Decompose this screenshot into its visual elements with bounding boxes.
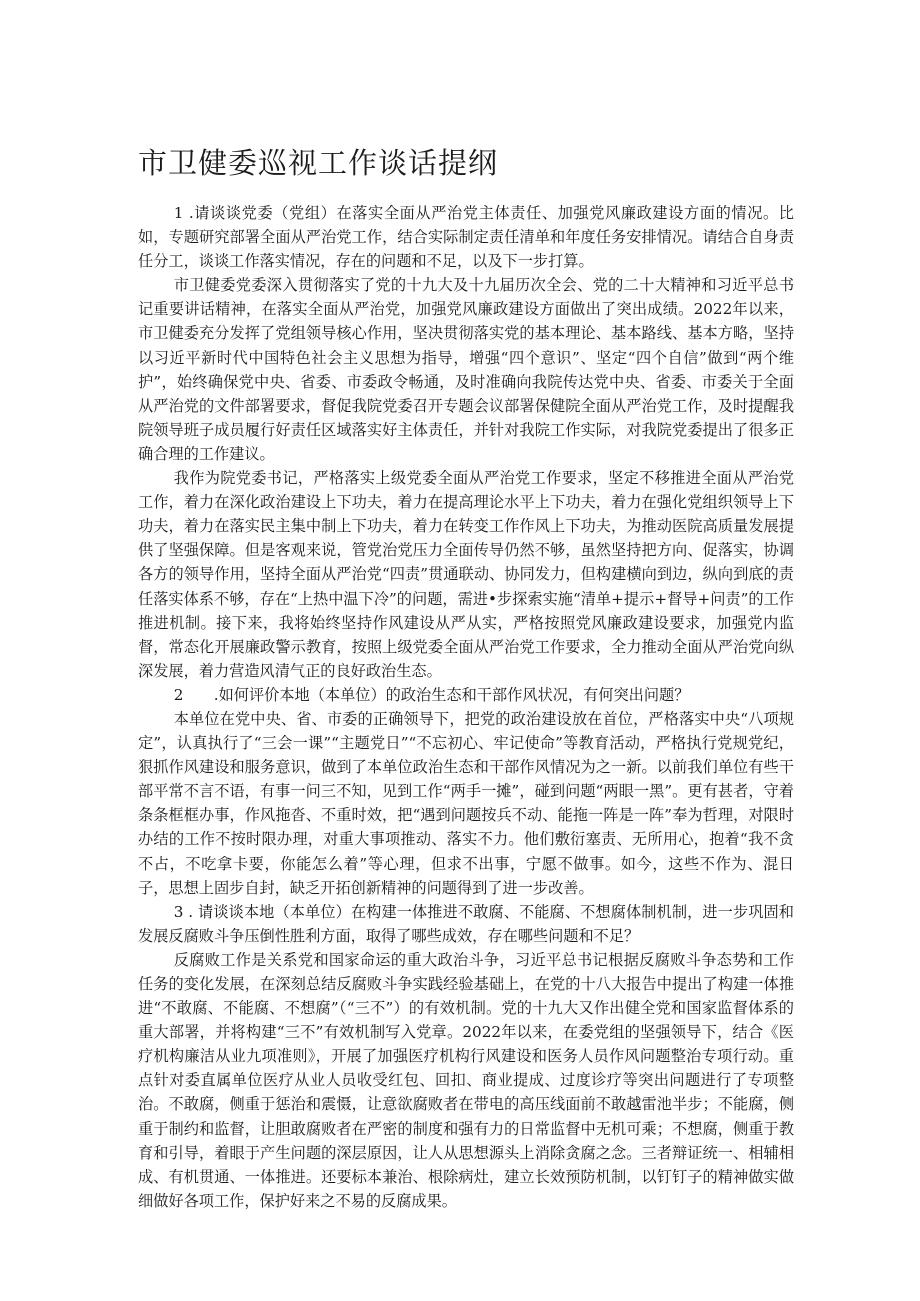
answer-1b-paragraph: 我作为院党委书记，严格落实上级党委全面从严治党工作要求，坚定不移推进全面从严治党工作，着力在深化政治建设上下功夫，着力在提高理论水平上下功夫，着力在强化党组织领导上下功夫，着力在落实民主集中制上下功夫，着力在转变工作作风上下功夫，为推动医院高质量发展提供了坚强保障。但是客观来说，管党治党压力全面传导仍然不够，虽然坚持把方向、促落实，协调各方的领导作用，坚持全面从严治党“四责”贯通联动、协同发力，但构建横向到边，纵向到底的责任落实体系不够，存在“上热中温下冷”的问题，需进•步探索实施“清单+提示+督导+问责”的工作推进机制。接下来，我将始终坚持作风建设从严从实，严格按照党风廉政建设要求，加强党内监督，常态化开展廉政警示教育，按照上级党委全面从严治党工作要求，全力推动全面从严治党向纵深发展，着力营造风清气正的良好政治生态。 [138, 469, 794, 680]
answer-3-paragraph: 反腐败工作是关系党和国家命运的重大政治斗争，习近平总书记根据反腐败斗争态势和工作任务的变化发展，在深刻总结反腐败斗争实践经验基础上，在党的十八大报告中提出了构建一体推进“不敢腐、不能腐、不想腐”（“三不”）的有效机制。党的十九大又作出健全党和国家监督体系的重大部署，并将构建“三不”有效机制写入党章。2022年以来，在委党组的坚强领导下，结合《医疗机构廉洁从业九项准则》，开展了加强医疗机构行风建设和医务人员作风问题整治专项行动。重点针对委直属单位医疗从业人员收受红包、回扣、商业提成、过度诊疗等突出问题进行了专项整治。不敢腐，侧重于惩治和震慑，让意欲腐败者在带电的高压线面前不敢越雷池半步；不能腐，侧重于制约和监督，让胆敢腐败者在严密的制度和强有力的日常监督中无机可乘；不想腐，侧重于教育和引导，着眼于产生问题的深层原因，让人从思想源头上消除贪腐之念。三者辩证统一、相辅相成、有机贯通、一体推进。还要标本兼治、根除病灶，建立长效预防机制，以钉钉子的精神做实做细做好各项工作，保护好来之不易的反腐成果。 [138, 950, 794, 1210]
document-title: 市卫健委巡视工作谈话提纲 [138, 146, 499, 180]
answer-1a-paragraph: 市卫健委党委深入贯彻落实了党的十九大及十九届历次全会、党的二十大精神和习近平总书记重要讲话精神，在落实全面从严治党，加强党风廉政建设方面做出了突出成绩。2022年以来，市卫健委充分发挥了党组领导核心作用，坚决贯彻落实党的基本理论、基本路线、基本方略，坚持以习近平新时代中国特色社会主义思想为指导，增强“四个意识”、坚定“四个自信”做到“两个维护”，始终确保党中央、省委、市委政令畅通，及时准确向我院传达党中央、省委、市委关于全面从严治党的文件部署要求，督促我院党委召开专题会议部署保健院全面从严治党工作，及时提醒我院领导班子成员履行好责任区域落实好主体责任，并针对我院工作实际，对我院党委提出了很多正确合理的工作建议。 [138, 276, 794, 463]
document-body [138, 201, 794, 1213]
question-1-paragraph: 1 .请谈谈党委（党组）在落实全面从严治党主体责任、加强党风廉政建设方面的情况。比如，专题研究部署全面从严治党工作，结合实际制定责任清单和年度任务安排情况。请结合自身责任分工，谈谈工作落实情况，存在的问题和不足，以及下一步打算。 [138, 204, 794, 271]
question-3-paragraph: 3 . 请谈谈本地（本单位）在构建一体推进不敢腐、不能腐、不想腐体制机制，进一步巩固和发展反腐败斗争压倒性胜利方面，取得了哪些成效，存在哪些问题和不足？ [138, 902, 794, 945]
answer-2-paragraph: 本单位在党中央、省、市委的正确领导下，把党的政治建设放在首位，严格落实中央“八项规定”，认真执行了“三会一课”“主题党日”“不忘初心、牢记使命”等教育活动，严格执行党规党纪，狠抓作风建设和服务意识，做到了本单位政治生态和干部作风情况为之一新。以前我们单位有些干部平常不言不语，有事一问三不知，见到工作“两手一摊”，碰到问题“两眼一黑”。更有甚者，守着条条框框办事，作风拖沓、不重时效，把“遇到问题按兵不动、能拖一阵是一阵”奉为哲理，对限时办结的工作不按时限办理，对重大事项推动、落实不力。他们敷衍塞责、无所用心，抱着“我不贪不占，不吃拿卡要，你能怎么着”等心理，但求不出事，宁愿不做事。如今，这些不作为、混日子，思想上固步自封，缺乏开拓创新精神的问题得到了进一步改善。 [138, 709, 794, 897]
question-2-paragraph: 2 .如何评价本地（本单位）的政治生态和干部作风状况，有何突出问题？ [173, 685, 690, 704]
